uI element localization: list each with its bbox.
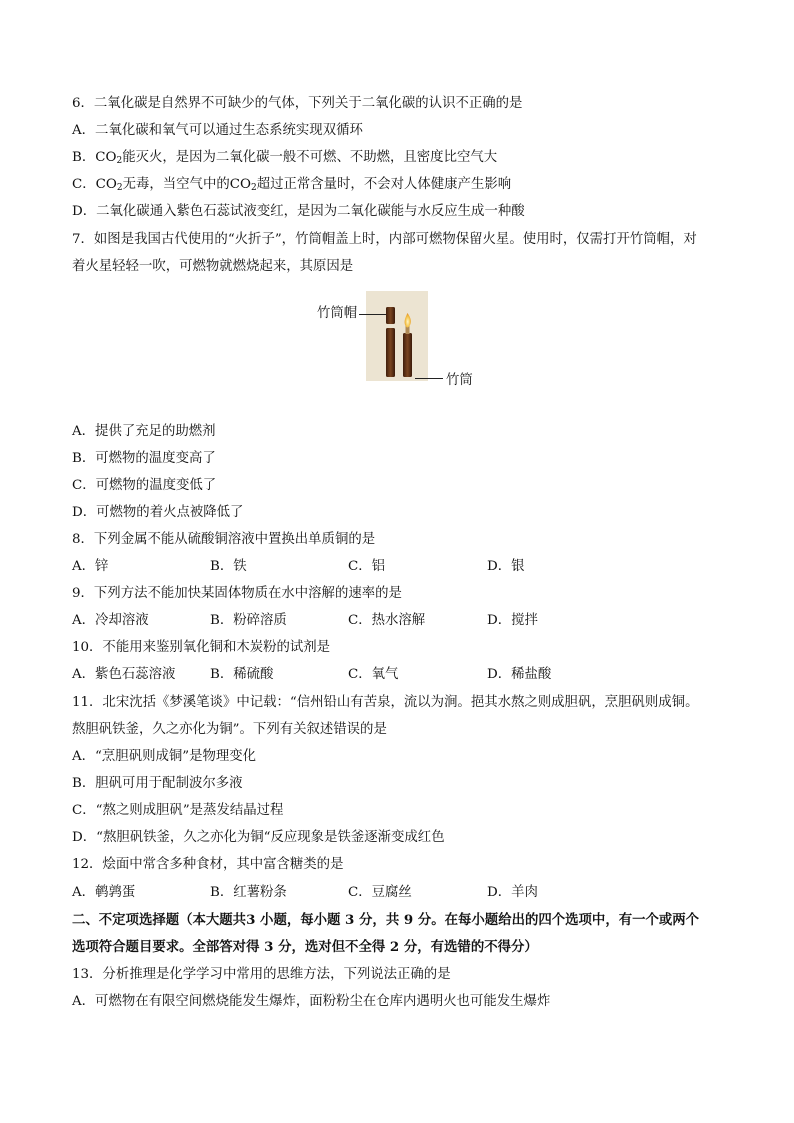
q11-stem-line2: 熬胆矾铁釜，久之亦化为铜”。下列有关叙述错误的是 bbox=[72, 722, 387, 737]
q13-stem: 13．分析推理是化学学习中常用的思维方法，下列说法正确的是 bbox=[72, 967, 451, 982]
q7-option-b: B．可燃物的温度变高了 bbox=[72, 451, 216, 466]
bamboo-cap bbox=[386, 307, 395, 324]
q10-option-c: C．氧气 bbox=[348, 667, 399, 682]
q12-option-a: A．鹌鹑蛋 bbox=[72, 885, 136, 900]
section2-heading-line2: 选项符合题目要求。全部答对得 3 分，选对但不全得 2 分，有选错的不得分） bbox=[72, 939, 538, 955]
label-bamboo-cap: 竹筒帽 bbox=[317, 306, 358, 321]
q6-stem: 6．二氧化碳是自然界不可缺少的气体，下列关于二氧化碳的认识不正确的是 bbox=[72, 96, 523, 111]
q10-option-b: B．稀硫酸 bbox=[210, 667, 274, 682]
q6-option-d: D．二氧化碳通入紫色石蕊试液变红，是因为二氧化碳能与水反应生成一种酸 bbox=[72, 204, 525, 219]
q7-stem-line1: 7．如图是我国古代使用的“火折子”，竹筒帽盖上时，内部可燃物保留火星。使用时，仅需打开竹筒帽，对 bbox=[72, 232, 697, 247]
q12-stem: 12．烩面中常含多种食材，其中富含糖类的是 bbox=[72, 857, 344, 872]
q11-option-a: A．“烹胆矾则成铜”是物理变化 bbox=[72, 749, 257, 764]
section2-heading-line1: 二、不定项选择题（本大题共3 小题，每小题 3 分，共 9 分。在每小题给出的四个选项中，有一个或两个 bbox=[72, 912, 700, 928]
q13-option-a: A．可燃物在有限空间燃烧能发生爆炸，面粉粉尘在仓库内遇明火也可能发生爆炸 bbox=[72, 994, 551, 1009]
label-bamboo-tube: 竹筒 bbox=[446, 373, 473, 388]
q8-option-a: A．锌 bbox=[72, 559, 109, 574]
q8-stem: 8．下列金属不能从硫酸铜溶液中置换出单质铜的是 bbox=[72, 532, 376, 547]
q9-option-b: B．粉碎溶质 bbox=[210, 613, 287, 628]
q8-option-b: B．铁 bbox=[210, 559, 247, 574]
q10-option-d: D．稀盐酸 bbox=[487, 667, 552, 682]
q7-option-c: C．可燃物的温度变低了 bbox=[72, 478, 217, 493]
q11-option-c: C．“熬之则成胆矾”是蒸发结晶过程 bbox=[72, 803, 284, 818]
q11-option-b: B．胆矾可用于配制波尔多液 bbox=[72, 776, 243, 791]
q7-option-a: A．提供了充足的助燃剂 bbox=[72, 424, 216, 439]
leader-line-tube bbox=[415, 378, 443, 379]
q8-option-d: D．银 bbox=[487, 559, 525, 574]
q7-option-d: D．可燃物的着火点被降低了 bbox=[72, 505, 244, 520]
q10-option-a: A．紫色石蕊溶液 bbox=[72, 667, 176, 682]
bamboo-tube-right bbox=[403, 333, 412, 377]
q6-option-b: B．$CO_2$能灭火，是因为二氧化碳一般不可燃、不助燃，且密度比空气大 bbox=[72, 150, 498, 166]
q9-option-d: D．搅拌 bbox=[487, 613, 538, 628]
fire-folder-figure bbox=[366, 291, 428, 381]
q9-option-c: C．热水溶解 bbox=[348, 613, 426, 628]
q9-stem: 9．下列方法不能加快某固体物质在水中溶解的速率的是 bbox=[72, 586, 402, 601]
q6-option-c: C．$CO_2$无毒，当空气中的$CO_2$超过正常含量时，不会对人体健康产生影响 bbox=[72, 177, 512, 193]
flame-icon bbox=[405, 313, 411, 328]
q7-stem-line2: 着火星轻轻一吹，可燃物就燃烧起来，其原因是 bbox=[72, 259, 354, 274]
q12-option-b: B．红薯粉条 bbox=[210, 885, 287, 900]
q8-option-c: C．铝 bbox=[348, 559, 386, 574]
q6-option-a: A．二氧化碳和氧气可以通过生态系统实现双循环 bbox=[72, 123, 363, 138]
leader-line-cap bbox=[359, 314, 386, 315]
q9-option-a: A．冷却溶液 bbox=[72, 613, 149, 628]
q11-option-d: D．“熬胆矾铁釜，久之亦化为铜“反应现象是铁釜逐渐变成红色 bbox=[72, 830, 445, 845]
q10-stem: 10．不能用来鉴别氧化铜和木炭粉的试剂是 bbox=[72, 640, 331, 655]
bamboo-tube-left bbox=[386, 328, 395, 377]
fire-folder-illustration bbox=[366, 291, 428, 381]
q12-option-d: D．羊肉 bbox=[487, 885, 538, 900]
q12-option-c: C．豆腐丝 bbox=[348, 885, 412, 900]
q11-stem-line1: 11．北宋沈括《梦溪笔谈》中记载：“信州铅山有苦泉，流以为涧。挹其水熬之则成胆矾，烹胆矾则成铜。 bbox=[72, 695, 699, 710]
